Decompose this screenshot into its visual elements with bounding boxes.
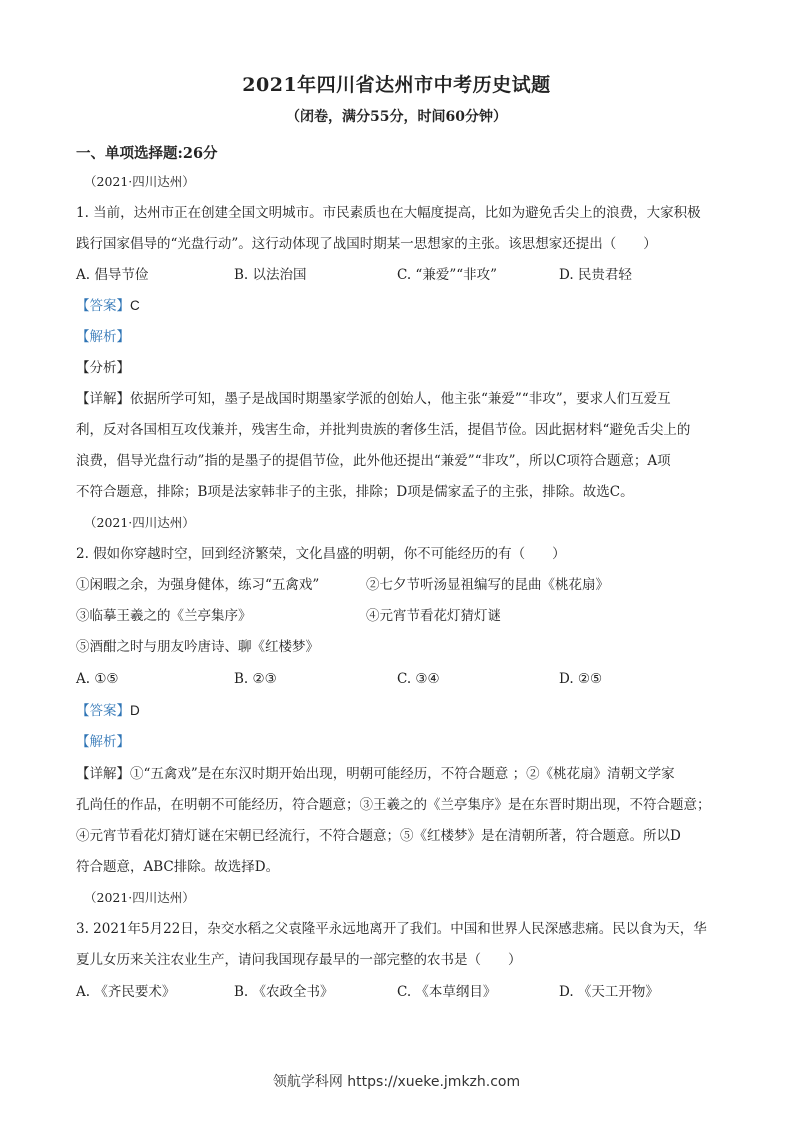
q3-source: （2021·四川达州） (84, 890, 195, 905)
q1-detail-line4: 不符合题意，排除；B项是法家韩非子的主张，排除；D项是儒家孟子的主张，排除。故选C。 (76, 484, 634, 500)
q2-detail-line4: 符合题意，ABC排除。故选择D。 (76, 859, 280, 875)
page-subtitle: （闭卷，满分55分，时间60分钟） (286, 109, 507, 125)
q2-item-5: ⑤酒酣之时与朋友吟唐诗、聊《红楼梦》 (76, 639, 319, 655)
q1-analysis-tag: 【解析】 (76, 329, 130, 345)
q1-option-d: D. 民贵君轻 (559, 267, 632, 283)
q1-option-b: B. 以法治国 (234, 267, 307, 283)
q2-analysis-tag: 【解析】 (76, 734, 130, 750)
q2-item-4: ④元宵节看花灯猜灯谜 (366, 608, 501, 624)
footer-watermark: 领航学科网 https://xueke.jmkzh.com (272, 1074, 521, 1090)
q2-detail-line2: 孔尚任的作品，在明朝不可能经历，符合题意；③王羲之的《兰亭集序》是在东晋时期出现，不符合题意； (76, 797, 711, 813)
q1-answer-value: C (130, 298, 140, 313)
section-heading: 一、单项选择题:26分 (76, 145, 218, 162)
q3-option-a: A. 《齐民要术》 (76, 984, 176, 1000)
q2-item-3: ③临摹王羲之的《兰亭集序》 (76, 608, 252, 624)
q2-detail-line3: ④元宵节看花灯猜灯谜在宋朝已经流行，不符合题意；⑤《红楼梦》是在清朝所著，符合题意。所以D (76, 828, 681, 844)
q1-stem-line1: 1. 当前，达州市正在创建全国文明城市。市民素质也在大幅度提高，比如为避免舌尖上的浪费，大家积极 (76, 205, 701, 221)
q3-stem-line2: 夏儿女历来关注农业生产，请问我国现存最早的一部完整的农书是（ ） (76, 952, 522, 968)
q2-detail-line1: 【详解】①“五禽戏”是在东汉时期开始出现，明朝可能经历，不符合题意 ；②《桃花扇》清朝文学家 (76, 766, 675, 782)
q2-item-2: ②七夕节听汤显祖编写的昆曲《桃花扇》 (366, 577, 609, 593)
q1-option-c: C. “兼爱”“非攻” (397, 267, 498, 283)
q1-source: （2021·四川达州） (84, 174, 195, 189)
q1-stem-line2: 践行国家倡导的“光盘行动”。这行动体现了战国时期某一思想家的主张。该思想家还提出（ ） (76, 236, 657, 252)
q2-stem: 2. 假如你穿越时空，回到经济繁荣，文化昌盛的明朝，你不可能经历的有（ ） (76, 546, 566, 562)
q2-option-b: B. ②③ (234, 671, 277, 687)
q1-option-a: A. 倡导节俭 (76, 267, 149, 283)
q3-option-d: D. 《天工开物》 (559, 984, 659, 1000)
q2-option-d: D. ②⑤ (559, 671, 603, 687)
q2-option-c: C. ③④ (397, 671, 440, 687)
q1-answer-row (76, 296, 140, 316)
q3-option-c: C. 《本草纲目》 (397, 984, 497, 1000)
q2-answer-row (76, 701, 140, 721)
q1-answer-tag: 【答案】 (76, 298, 130, 314)
q3-stem-line1: 3. 2021年5月22日，杂交水稻之父袁隆平永远地离开了我们。中国和世界人民深感悲痛。民以食为天，华 (76, 921, 707, 937)
q1-detail-line2: 利，反对各国相互攻伐兼并，残害生命，并批判贵族的奢侈生活，提倡节俭。因此据材料“避免舌尖上的 (76, 422, 691, 438)
q2-item-1: ①闲暇之余，为强身健体，练习“五禽戏” (76, 577, 320, 593)
q1-detail-line1: 【详解】依据所学可知，墨子是战国时期墨家学派的创始人，他主张“兼爱”“非攻”，要求人们互爱互 (76, 391, 671, 407)
q2-answer-tag: 【答案】 (76, 703, 130, 719)
q2-source: （2021·四川达州） (84, 515, 195, 530)
page-title: 2021年四川省达州市中考历史试题 (242, 74, 551, 96)
q3-option-b: B. 《农政全书》 (234, 984, 334, 1000)
q2-answer-value: D (130, 703, 140, 718)
q2-option-a: A. ①⑤ (76, 671, 119, 687)
q1-detail-line3: 浪费，倡导光盘行动”指的是墨子的提倡节俭，此外他还提出“兼爱”“非攻”，所以C项符合题意；A项 (76, 453, 671, 469)
q1-fenxi-tag: 【分析】 (76, 360, 130, 376)
